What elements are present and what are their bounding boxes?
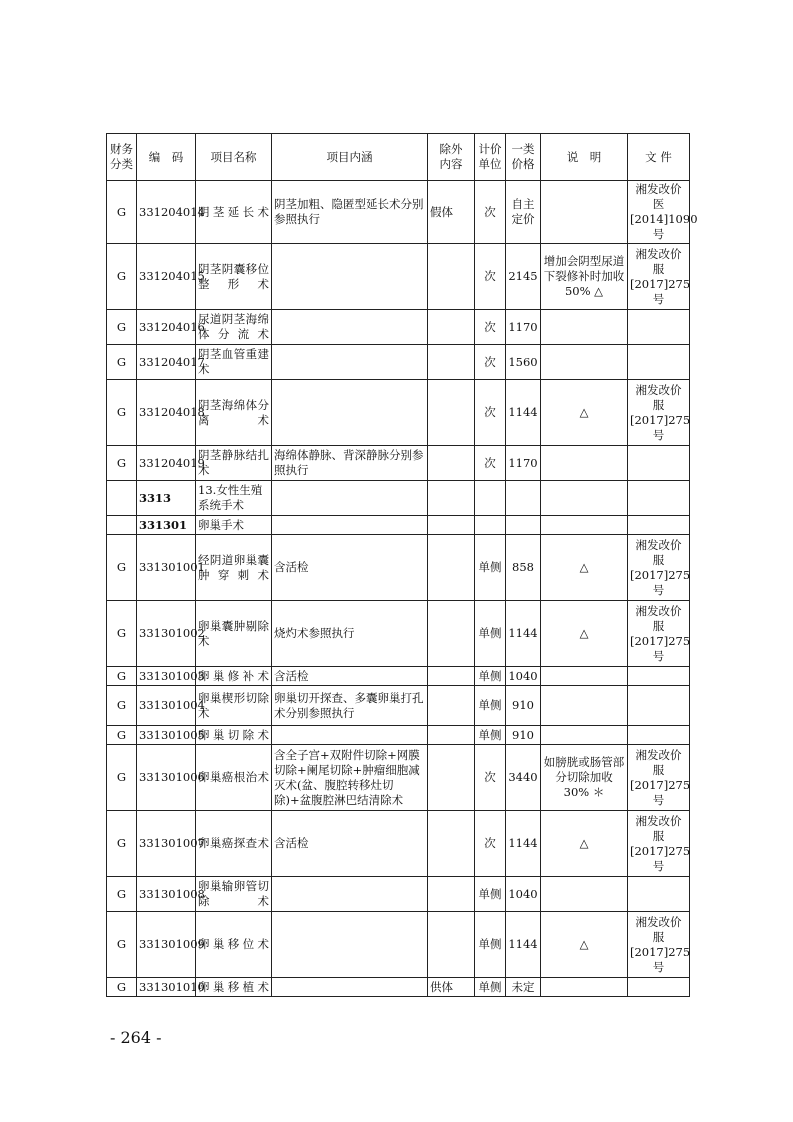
cell-item-name: 卵巢癌探查术: [196, 811, 272, 877]
table-row: [107, 877, 690, 912]
table-row: [107, 601, 690, 667]
column-header: [428, 134, 475, 181]
cell-code: 331204014: [137, 181, 196, 244]
cell-code: 331301002: [137, 601, 196, 667]
cell-item-name: 13.女性生殖系统手术: [196, 481, 272, 516]
cell-price: 1144: [506, 912, 541, 978]
cell-document: [628, 686, 690, 726]
cell-note: 增加会阴型尿道下裂修补时加收50% △: [541, 244, 628, 310]
cell-price: 910: [506, 726, 541, 745]
cell-exclusion: [428, 667, 475, 686]
cell-price: 910: [506, 686, 541, 726]
column-header-line: 一类: [511, 142, 535, 156]
cell-item-content: [272, 345, 428, 380]
cell-price: 1144: [506, 811, 541, 877]
cell-finance-class: G: [107, 535, 137, 601]
cell-unit: 单侧: [475, 877, 506, 912]
cell-unit: 次: [475, 811, 506, 877]
cell-price: 未定: [506, 978, 541, 997]
cell-document: [628, 877, 690, 912]
cell-price: 1040: [506, 667, 541, 686]
table-row: [107, 535, 690, 601]
column-header-line: 说 明: [566, 149, 602, 164]
cell-note: [541, 516, 628, 535]
cell-note: [541, 181, 628, 244]
cell-note: [541, 446, 628, 481]
cell-item-content: 卵巢切开探查、多囊卵巢打孔术分别参照执行: [272, 686, 428, 726]
price-table: [106, 133, 698, 997]
column-header-line: 项目名称: [210, 149, 257, 164]
column-header-line: 计价: [478, 142, 502, 156]
column-header-line: 文 件: [645, 149, 672, 164]
cell-unit: 单侧: [475, 686, 506, 726]
cell-finance-class: G: [107, 181, 137, 244]
column-header-line: 编 码: [148, 149, 184, 164]
cell-unit: 单侧: [475, 912, 506, 978]
cell-unit: 次: [475, 345, 506, 380]
cell-price: [506, 481, 541, 516]
column-header-line: 除外: [439, 142, 463, 156]
cell-item-name: 卵巢癌根治术: [196, 745, 272, 811]
cell-document: 湘发改价医[2014]1090号: [628, 181, 690, 244]
cell-document: 湘发改价服[2017]275号: [628, 745, 690, 811]
cell-finance-class: G: [107, 811, 137, 877]
cell-code: 331301008: [137, 877, 196, 912]
cell-item-name: 卵巢移植术: [196, 978, 272, 997]
cell-code: 331301007: [137, 811, 196, 877]
table-row: [107, 181, 690, 244]
column-header: [137, 134, 196, 181]
cell-item-name: 卵巢输卵管切除术: [196, 877, 272, 912]
cell-exclusion: [428, 380, 475, 446]
cell-finance-class: G: [107, 601, 137, 667]
cell-document: 湘发改价服[2017]275号: [628, 535, 690, 601]
cell-note: [541, 877, 628, 912]
cell-exclusion: 供体: [428, 978, 475, 997]
cell-code: 331204019: [137, 446, 196, 481]
cell-note: [541, 345, 628, 380]
cell-item-name: 阴茎静脉结扎术: [196, 446, 272, 481]
cell-exclusion: [428, 686, 475, 726]
cell-finance-class: G: [107, 978, 137, 997]
cell-document: [628, 667, 690, 686]
cell-item-name: 阴茎延长术: [196, 181, 272, 244]
cell-exclusion: [428, 745, 475, 811]
cell-document: 湘发改价服[2017]275号: [628, 244, 690, 310]
cell-finance-class: G: [107, 345, 137, 380]
cell-note: △: [541, 380, 628, 446]
table-row: [107, 516, 690, 535]
cell-note: [541, 481, 628, 516]
cell-note: △: [541, 811, 628, 877]
cell-item-content: 阴茎加粗、隐匿型延长术分别参照执行: [272, 181, 428, 244]
cell-finance-class: G: [107, 877, 137, 912]
cell-unit: 次: [475, 745, 506, 811]
cell-code: 331204018: [137, 380, 196, 446]
cell-document: 湘发改价服[2017]275号: [628, 811, 690, 877]
cell-document: 湘发改价服[2017]275号: [628, 380, 690, 446]
cell-code: 331301010: [137, 978, 196, 997]
cell-item-content: [272, 877, 428, 912]
cell-code: 331301005: [137, 726, 196, 745]
page-number: - 264 -: [110, 1028, 162, 1047]
cell-price: 自主定价: [506, 181, 541, 244]
column-header-line: 分类: [110, 157, 133, 171]
column-header: [107, 134, 137, 181]
cell-document: [628, 345, 690, 380]
cell-unit: 单侧: [475, 601, 506, 667]
cell-document: 湘发改价服[2017]275号: [628, 601, 690, 667]
cell-note: [541, 310, 628, 345]
cell-exclusion: [428, 912, 475, 978]
cell-price: [506, 516, 541, 535]
cell-unit: 单侧: [475, 667, 506, 686]
column-header-line: 单位: [478, 157, 502, 171]
cell-finance-class: G: [107, 726, 137, 745]
cell-item-content: 含全子宫+双附件切除+网膜切除+阑尾切除+肿瘤细胞减灭术(盆、腹腔转移灶切除)+盆腹腔淋巴结清除术: [272, 745, 428, 811]
cell-item-content: [272, 912, 428, 978]
table-row: [107, 446, 690, 481]
cell-price: 1144: [506, 601, 541, 667]
cell-item-content: 含活检: [272, 811, 428, 877]
cell-price: 1144: [506, 380, 541, 446]
cell-unit: 次: [475, 244, 506, 310]
table-row: [107, 686, 690, 726]
cell-unit: 次: [475, 310, 506, 345]
table-row: [107, 380, 690, 446]
column-header: [506, 134, 541, 181]
cell-unit: [475, 516, 506, 535]
cell-code: 331204016: [137, 310, 196, 345]
table-row: [107, 310, 690, 345]
cell-finance-class: G: [107, 380, 137, 446]
table-row: [107, 667, 690, 686]
cell-price: 1170: [506, 446, 541, 481]
cell-exclusion: [428, 516, 475, 535]
cell-unit: [475, 481, 506, 516]
column-header-line: 内容: [439, 157, 463, 171]
cell-price: 2145: [506, 244, 541, 310]
cell-item-content: [272, 310, 428, 345]
cell-code: 331301: [137, 516, 196, 535]
cell-item-name: 阴茎血管重建术: [196, 345, 272, 380]
cell-finance-class: G: [107, 745, 137, 811]
cell-finance-class: G: [107, 446, 137, 481]
table-row: [107, 745, 690, 811]
cell-note: 如膀胱或肠管部分切除加收30% ＊: [541, 745, 628, 811]
cell-document: [628, 446, 690, 481]
cell-finance-class: G: [107, 310, 137, 345]
cell-document: [628, 726, 690, 745]
column-header: [541, 134, 628, 181]
cell-item-name: 经阴道卵巢囊肿穿刺术: [196, 535, 272, 601]
cell-price: 858: [506, 535, 541, 601]
column-header: [475, 134, 506, 181]
cell-item-content: [272, 516, 428, 535]
table-row: [107, 912, 690, 978]
cell-exclusion: [428, 726, 475, 745]
cell-document: [628, 978, 690, 997]
cell-price: 3440: [506, 745, 541, 811]
table-body: [107, 181, 698, 997]
cell-code: 331204015: [137, 244, 196, 310]
cell-item-content: 烧灼术参照执行: [272, 601, 428, 667]
cell-finance-class: [107, 481, 137, 516]
cell-code: 331301004: [137, 686, 196, 726]
cell-code: 3313: [137, 481, 196, 516]
cell-exclusion: 假体: [428, 181, 475, 244]
cell-item-content: 含活检: [272, 667, 428, 686]
table-row: [107, 345, 690, 380]
cell-item-content: [272, 978, 428, 997]
cell-exclusion: [428, 535, 475, 601]
cell-item-name: 卵巢囊肿剔除术: [196, 601, 272, 667]
cell-document: [628, 516, 690, 535]
cell-price: 1170: [506, 310, 541, 345]
table-row: [107, 726, 690, 745]
cell-finance-class: G: [107, 667, 137, 686]
cell-code: 331301009: [137, 912, 196, 978]
cell-unit: 单侧: [475, 535, 506, 601]
table-row: [107, 481, 690, 516]
cell-note: [541, 726, 628, 745]
cell-note: [541, 686, 628, 726]
cell-item-name: 卵巢切除术: [196, 726, 272, 745]
cell-code: 331204017: [137, 345, 196, 380]
cell-finance-class: [107, 516, 137, 535]
table-row: [107, 978, 690, 997]
cell-item-name: 阴茎海绵体分离术: [196, 380, 272, 446]
table-header-row: [107, 134, 690, 181]
cell-note: [541, 667, 628, 686]
cell-code: 331301001: [137, 535, 196, 601]
cell-finance-class: G: [107, 244, 137, 310]
column-header: [272, 134, 428, 181]
cell-item-name: 阴茎阴囊移位整形术: [196, 244, 272, 310]
cell-exclusion: [428, 481, 475, 516]
cell-item-name: 卵巢手术: [196, 516, 272, 535]
cell-document: [628, 310, 690, 345]
cell-exclusion: [428, 244, 475, 310]
cell-unit: 单侧: [475, 978, 506, 997]
table-row: [107, 244, 690, 310]
cell-item-name: 卵巢修补术: [196, 667, 272, 686]
cell-item-name: 卵巢移位术: [196, 912, 272, 978]
column-header-line: 项目内涵: [326, 149, 373, 164]
cell-price: 1560: [506, 345, 541, 380]
cell-exclusion: [428, 310, 475, 345]
cell-item-content: [272, 244, 428, 310]
table-row: [107, 811, 690, 877]
cell-item-name: 卵巢楔形切除术: [196, 686, 272, 726]
cell-unit: 次: [475, 181, 506, 244]
cell-finance-class: G: [107, 912, 137, 978]
column-header-line: 价格: [511, 157, 535, 171]
cell-note: [541, 978, 628, 997]
cell-item-content: [272, 726, 428, 745]
cell-item-content: [272, 481, 428, 516]
cell-document: 湘发改价服[2017]275号: [628, 912, 690, 978]
cell-note: △: [541, 535, 628, 601]
cell-price: 1040: [506, 877, 541, 912]
cell-item-content: [272, 380, 428, 446]
cell-finance-class: G: [107, 686, 137, 726]
cell-exclusion: [428, 811, 475, 877]
cell-code: 331301006: [137, 745, 196, 811]
cell-exclusion: [428, 877, 475, 912]
cell-item-content: 海绵体静脉、背深静脉分别参照执行: [272, 446, 428, 481]
cell-code: 331301003: [137, 667, 196, 686]
cell-unit: 次: [475, 380, 506, 446]
cell-unit: 单侧: [475, 726, 506, 745]
cell-note: △: [541, 912, 628, 978]
cell-exclusion: [428, 345, 475, 380]
cell-item-name: 尿道阴茎海绵体分流术: [196, 310, 272, 345]
cell-exclusion: [428, 601, 475, 667]
cell-exclusion: [428, 446, 475, 481]
column-header: [628, 134, 690, 181]
cell-note: △: [541, 601, 628, 667]
column-header: [196, 134, 272, 181]
cell-unit: 次: [475, 446, 506, 481]
cell-item-content: 含活检: [272, 535, 428, 601]
column-header-line: 财务: [110, 142, 133, 156]
cell-document: [628, 481, 690, 516]
